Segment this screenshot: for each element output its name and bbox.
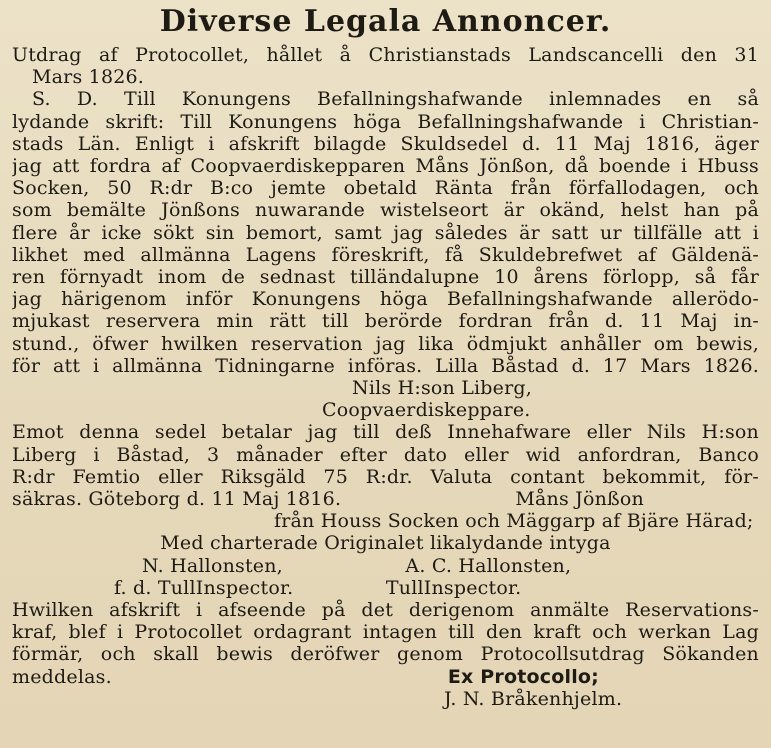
section-heading: Diverse Legala Annoncer. — [159, 4, 612, 39]
body-line: S. D. Till Konungens Befallningshafwande inlemnades en så — [32, 88, 759, 111]
signature-name: Nils H:son Liberg, — [352, 377, 532, 400]
witness-left-name: N. Hallonsten, — [142, 554, 283, 577]
note-date: säkras. Göteborg d. 11 Maj 1816. — [12, 488, 342, 511]
note-signer: Måns Jönßon — [515, 488, 644, 511]
body-line: lydande skrift: Till Konungens höga Befallningshafwande i Christian- — [12, 110, 759, 133]
promissory-note — [12, 421, 759, 532]
closing-line: förmär, och skall bewis deröfwer genom Protocollsutdrag Sökanden — [12, 643, 759, 666]
body-line: Mars 1826. — [32, 66, 145, 89]
body-line: Utdrag af Protocollet, hållet å Christianstads Landscancelli den 31 — [12, 44, 759, 66]
body-line: stads Län. Enligt i afskrift bilagde Skuldsedel d. 11 Maj 1816, äger — [12, 132, 759, 155]
note-line: Emot denna sedel betalar jag till deß Innehafware eller Nils H:son — [12, 421, 759, 444]
closing-last-line — [12, 666, 759, 688]
witness-right-name: A. C. Hallonsten, — [405, 554, 572, 577]
closing-line: Hwilken afskrift i afseende på det derigenom anmälte Reservations- — [12, 599, 759, 622]
body-line: stund., öfwer hwilken reservation jag lika ödmjukt anhåller om bewis, — [12, 332, 759, 355]
certification-line: Med charterade Originalet likalydande intyga — [160, 532, 611, 555]
closing-last-left: meddelas. — [12, 665, 112, 688]
witness-titles — [12, 577, 759, 599]
body-line: jag härigenom inför Konungens höga Befallningshafwande allerödo- — [12, 288, 759, 311]
witness-right-title: TullInspector. — [385, 576, 522, 599]
body-line: mjukast reservera min rätt till berörde fordran från d. 11 Maj in- — [12, 310, 759, 333]
body-line: flere år icke sökt sin bemort, samt jag således är satt ur tillfälle att i — [12, 221, 759, 244]
witnesses — [12, 555, 759, 599]
witness-left-title: f. d. TullInspector. — [114, 576, 294, 599]
closing-line: kraf, blef i Protocollet ordagrant intagen till den kraft och werkan Lag — [12, 621, 759, 644]
note-last-line — [12, 488, 759, 510]
body-line: ren förnyadt inom de sednast tilländalupne 10 årens förlopp, så får — [12, 266, 759, 289]
body-line: för att i allmänna Tidningarne införas. Lilla Båstad d. 17 Mars 1826. — [12, 354, 759, 377]
body-line: Socken, 50 R:dr B:co jemte obetald Ränta från förfallodagen, och — [12, 177, 759, 200]
note-line: R:dr Femtio eller Riksgäld 75 R:dr. Valuta contant bekommit, för- — [12, 465, 759, 488]
closing-paragraph — [12, 599, 759, 710]
body-line: likhet med allmänna Lagens föreskrift, få Skuldebrefwet af Gäldenä- — [12, 243, 759, 266]
witness-names — [12, 555, 759, 577]
announcement-body — [12, 44, 759, 377]
body-line: jag att fordra af Coopvaerdiskepparen Måns Jönßon, då boende i Hbuss — [12, 155, 759, 178]
ex-protocollo: Ex Protocollo; — [447, 665, 599, 688]
signature-title: Coopvaerdiskeppare. — [322, 399, 531, 422]
note-line: Liberg i Båstad, 3 månader efter dato eller wid anfordran, Banco — [12, 443, 759, 466]
body-line: som bemälte Jönßons nuwarande wistelseort är okänd, helst han på — [12, 199, 759, 222]
final-signature: J. N. Bråkenhjelm. — [444, 687, 623, 710]
note-origin: från Houss Socken och Mäggarp af Bjäre Härad; — [274, 510, 754, 533]
